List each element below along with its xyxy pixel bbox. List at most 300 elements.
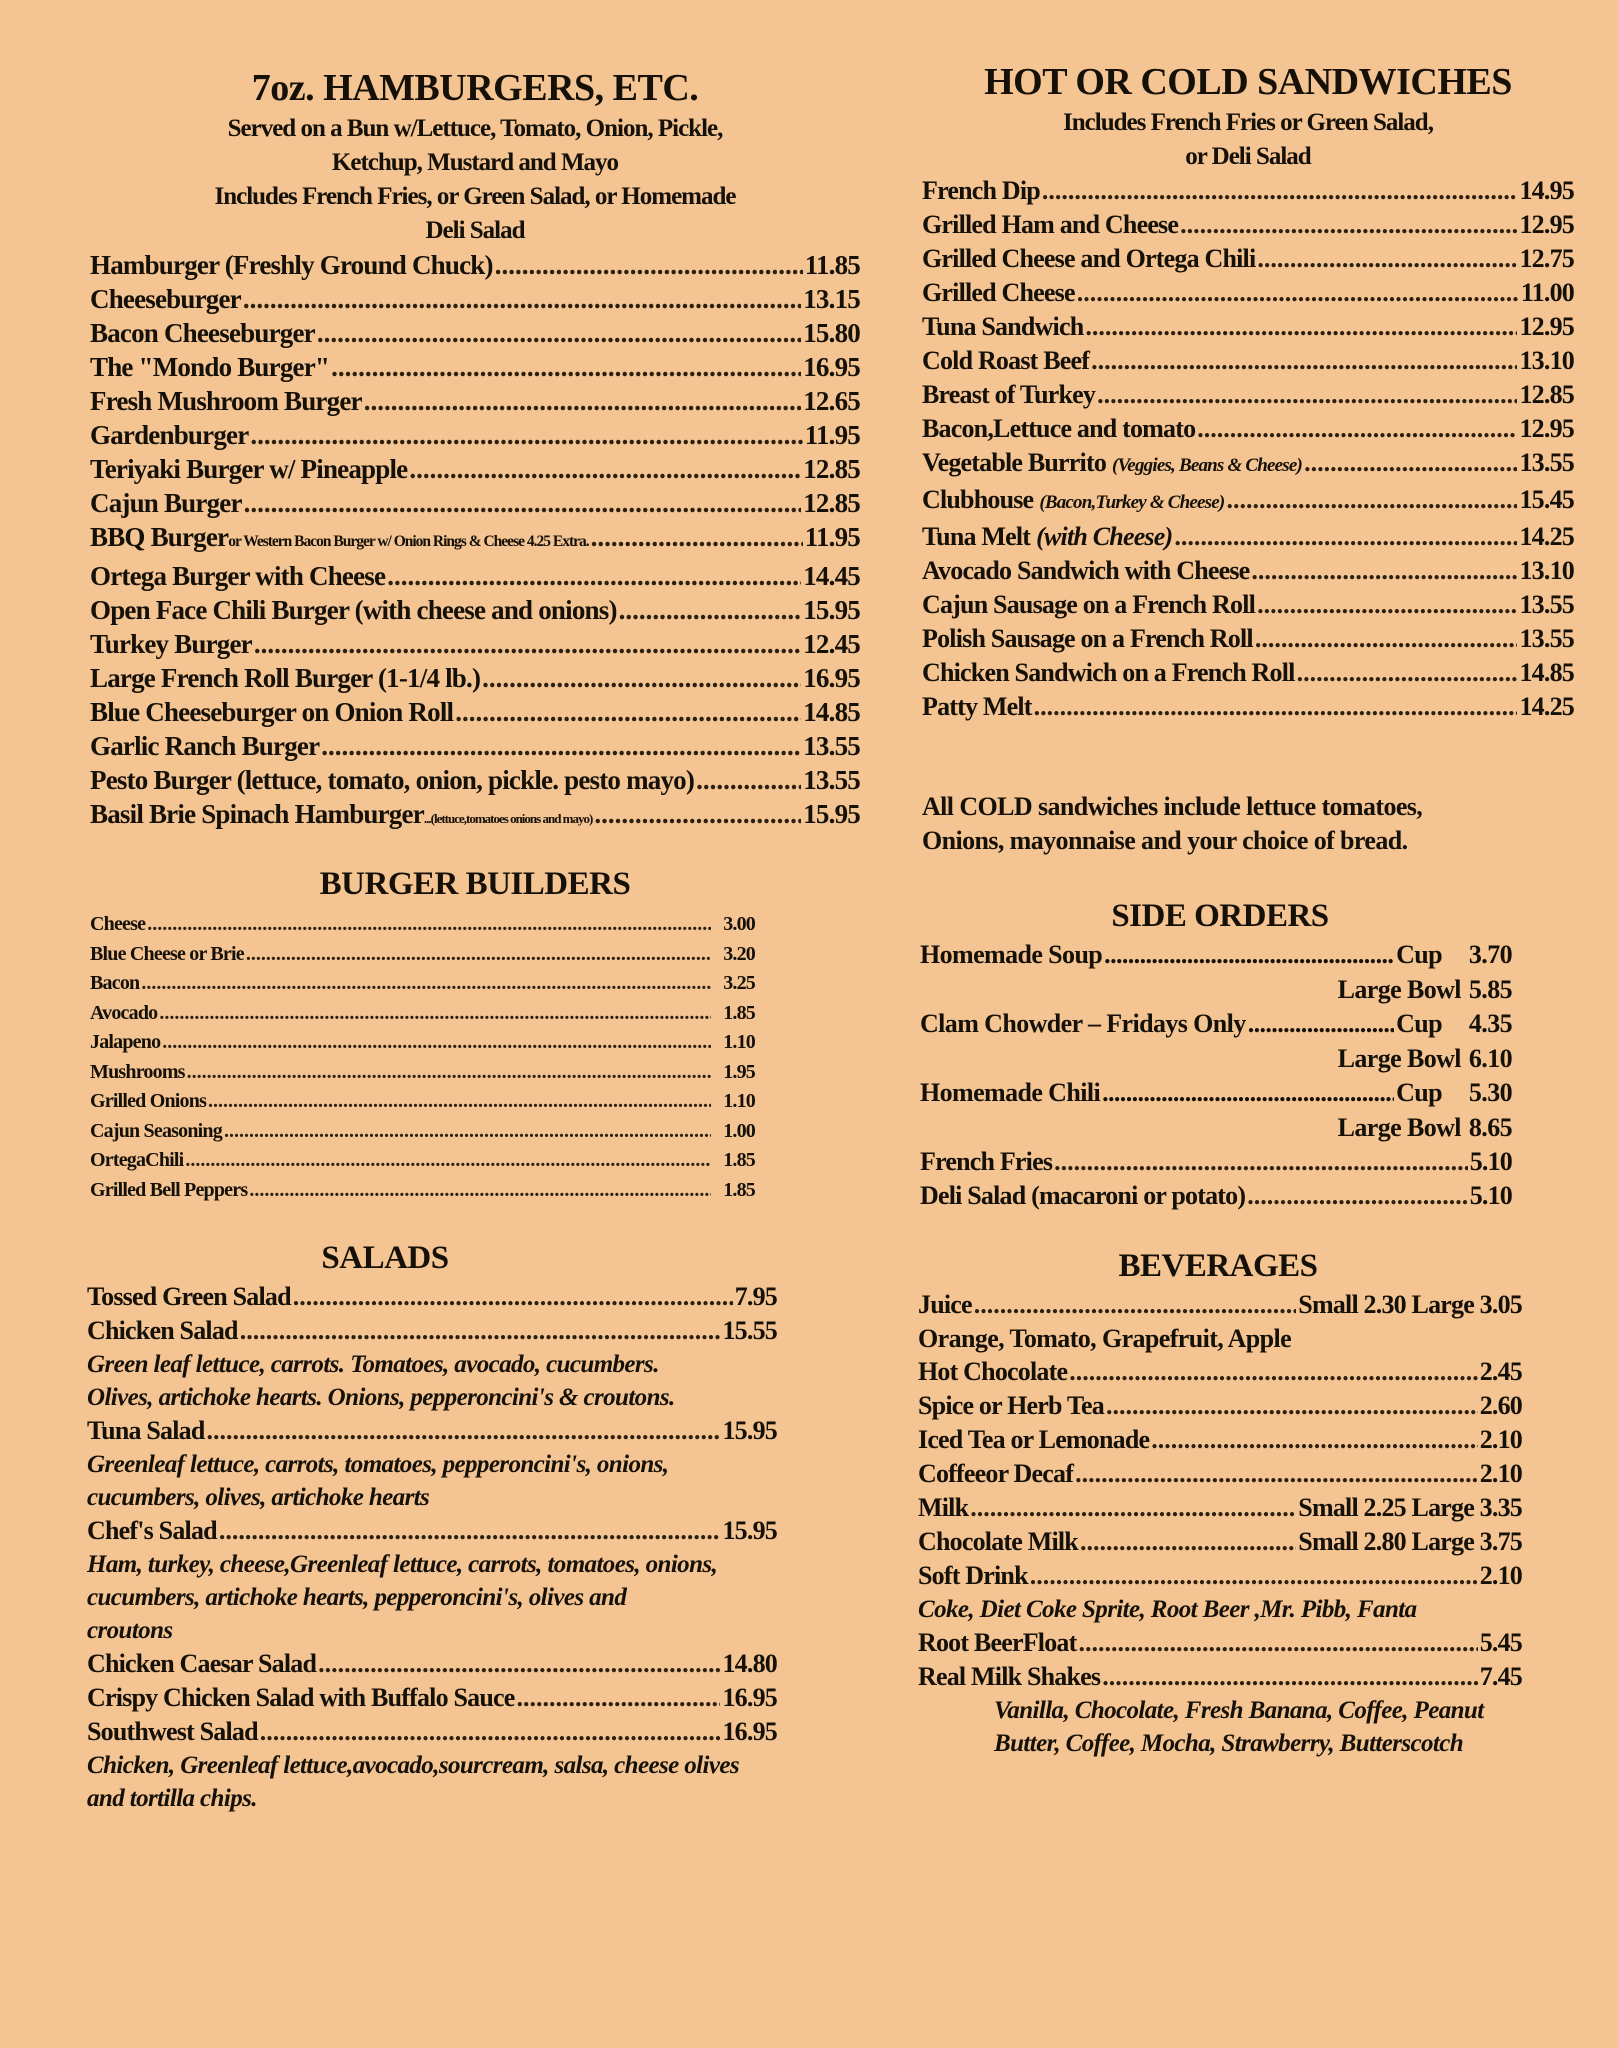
bowl-line — [920, 973, 1512, 1008]
menu-item — [922, 208, 1574, 242]
menu-item — [90, 248, 860, 282]
item-price: 15.95 — [803, 798, 860, 829]
menu-item — [87, 1715, 777, 1749]
item-price: 16.95 — [803, 662, 860, 693]
sandwiches-subtitle — [922, 106, 1574, 174]
menu-item — [918, 1559, 1522, 1593]
item-price: 5.45 — [1479, 1628, 1522, 1658]
leader-dots — [243, 282, 801, 316]
item-description: Coke, Diet Coke Sprite, Root Beer ,Mr. Pibb, Fanta — [918, 1596, 1417, 1624]
item-name: Hamburger (Freshly Ground Chuck) — [90, 249, 493, 280]
leader-dots — [1075, 1457, 1478, 1491]
item-name: Chocolate Milk — [918, 1527, 1078, 1557]
item-note: (with Cheese) — [1036, 521, 1173, 551]
item-name: Chicken Salad — [87, 1316, 238, 1346]
item-name: Bacon Cheeseburger — [90, 317, 315, 348]
menu-item — [87, 1314, 777, 1348]
menu-item — [922, 412, 1574, 446]
menu-item — [918, 1525, 1522, 1559]
item-name: Gardenburger — [90, 419, 249, 450]
item-name: Fresh Mushroom Burger — [90, 385, 362, 416]
bowl-label: Large Bowl — [1337, 974, 1461, 1004]
menu-item — [87, 1280, 777, 1314]
item-name: Milk — [918, 1493, 969, 1523]
cup-price: 3.70 — [1468, 940, 1512, 970]
menu-item — [920, 1179, 1512, 1213]
leader-dots — [1197, 412, 1517, 446]
leader-dots — [1106, 1389, 1478, 1423]
subtitle-line: Includes French Fries or Green Salad, — [1063, 108, 1433, 136]
item-name: Large French Roll Burger (1-1/4 lb.) — [90, 662, 481, 693]
leader-dots — [409, 452, 801, 486]
item-price: 13.55 — [1519, 589, 1574, 619]
leader-dots — [1226, 483, 1517, 517]
leader-dots — [1248, 1007, 1394, 1042]
menu-item — [918, 1288, 1522, 1322]
menu-item — [918, 1457, 1522, 1491]
hamburgers-list — [90, 248, 860, 836]
item-name: French Fries — [920, 1147, 1053, 1177]
item-price: 14.25 — [1519, 691, 1574, 721]
leader-dots — [1077, 276, 1519, 310]
cup-label: Cup — [1396, 1009, 1442, 1039]
item-description: croutons — [87, 1617, 173, 1645]
leader-dots — [141, 969, 711, 999]
item-price: 2.45 — [1479, 1357, 1522, 1387]
item-price: 11.95 — [804, 521, 860, 552]
leader-dots — [246, 940, 711, 970]
item-name: Cajun Sausage on a French Roll — [922, 589, 1256, 619]
leader-dots — [495, 248, 803, 282]
item-description: Chicken, Greenleaf lettuce,avocado,sourcream, salsa, cheese olives — [87, 1752, 739, 1780]
item-description: cucumbers, olives, artichoke hearts — [87, 1484, 430, 1512]
item-price: 15.55 — [722, 1316, 777, 1346]
item-name: Pesto Burger (lettuce, tomato, onion, pickle. pesto mayo) — [90, 764, 695, 795]
item-name: Grilled Ham and Cheese — [922, 209, 1179, 239]
menu-item — [90, 797, 860, 836]
item-price: 16.95 — [722, 1683, 777, 1713]
item-note: ...(lettuce,tomatoes onions and mayo) — [423, 810, 593, 826]
item-price: 12.85 — [803, 453, 860, 484]
item-name: Blue Cheese or Brie — [90, 942, 244, 965]
menu-item — [922, 174, 1574, 208]
menu-item — [90, 1176, 755, 1206]
menu-item — [922, 378, 1574, 412]
item-price: 15.95 — [722, 1516, 777, 1546]
menu-item — [90, 418, 860, 452]
item-name: Iced Tea or Lemonade — [918, 1425, 1150, 1455]
item-price: 14.85 — [803, 696, 860, 727]
leader-dots — [1097, 378, 1517, 412]
menu-item — [918, 1389, 1522, 1423]
menu-item — [90, 452, 860, 486]
item-name: Hot Chocolate — [918, 1357, 1068, 1387]
item-price: 11.85 — [804, 249, 860, 280]
item-price: 2.60 — [1479, 1391, 1522, 1421]
menu-item — [90, 729, 860, 763]
leader-dots — [696, 763, 801, 797]
item-name: BBQ Burger — [90, 521, 229, 552]
cup-label: Cup — [1396, 940, 1442, 970]
item-price: Small 2.25 Large 3.35 — [1298, 1493, 1522, 1523]
item-name: Vegetable Burrito — [922, 447, 1107, 477]
item-name: Cold Roast Beef — [922, 345, 1090, 375]
menu-item — [90, 486, 860, 520]
item-price: 13.55 — [803, 764, 860, 795]
item-price: 7.95 — [734, 1282, 777, 1312]
leader-dots — [1297, 656, 1518, 690]
menu-item — [920, 1145, 1512, 1179]
leader-dots — [1085, 310, 1517, 344]
item-name: Jalapeno — [90, 1031, 161, 1054]
menu-item — [90, 559, 860, 593]
bowl-line — [920, 1042, 1512, 1077]
item-price: 11.00 — [1520, 277, 1574, 307]
leader-dots — [1069, 1355, 1478, 1389]
builders-section — [90, 866, 860, 1205]
sandwiches-list — [922, 174, 1574, 724]
leader-dots — [159, 999, 711, 1029]
item-price: 12.85 — [803, 487, 860, 518]
leader-dots — [1080, 1525, 1296, 1559]
leader-dots — [1180, 208, 1517, 242]
item-name: Breast of Turkey — [922, 379, 1096, 409]
menu-item — [922, 588, 1574, 622]
item-price: Small 2.30 Large 3.05 — [1298, 1290, 1522, 1320]
leader-dots — [318, 1647, 720, 1681]
leader-dots — [147, 910, 711, 940]
item-price: 1.85 — [723, 1001, 755, 1024]
leader-dots — [1042, 174, 1518, 208]
menu-item — [922, 242, 1574, 276]
item-price: 5.10 — [1469, 1147, 1512, 1177]
menu-item — [922, 310, 1574, 344]
leader-dots — [244, 486, 802, 520]
item-price: 15.45 — [1519, 484, 1574, 514]
item-description: cucumbers, artichoke hearts, pepperoncini's, olives and — [87, 1584, 627, 1612]
leader-dots — [364, 384, 802, 418]
item-price: 12.75 — [1519, 243, 1574, 273]
leader-dots — [207, 1414, 721, 1448]
item-price: 14.45 — [803, 560, 860, 591]
menu-item — [922, 690, 1574, 724]
item-price: 1.85 — [723, 1149, 755, 1172]
leader-dots — [208, 1087, 711, 1117]
menu-item — [90, 520, 860, 559]
menu-item — [90, 940, 755, 970]
item-name: Chicken Sandwich on a French Roll — [922, 657, 1295, 687]
leader-dots — [1257, 588, 1517, 622]
item-price: 1.95 — [723, 1060, 755, 1083]
item-name: Clam Chowder – Fridays Only — [920, 1009, 1246, 1039]
menu-item — [918, 1660, 1522, 1694]
menu-item — [87, 1414, 777, 1448]
leader-dots — [619, 593, 802, 627]
leader-dots — [387, 559, 801, 593]
menu-item — [90, 910, 755, 940]
item-price: 14.25 — [1519, 521, 1574, 551]
menu-item — [922, 656, 1574, 690]
item-name: Ortega Burger with Cheese — [90, 560, 386, 591]
leader-dots — [1151, 1423, 1477, 1457]
cold-sandwich-note — [922, 790, 1574, 858]
item-name: Tuna Salad — [87, 1416, 205, 1446]
note-line: Onions, mayonnaise and your choice of bread. — [922, 825, 1408, 855]
side-item — [920, 1007, 1512, 1042]
leader-dots — [516, 1681, 720, 1715]
subtitle-line: Deli Salad — [425, 216, 525, 244]
item-name: Mushrooms — [90, 1060, 185, 1083]
menu-item — [90, 350, 860, 384]
item-price: 2.10 — [1479, 1459, 1522, 1489]
cup-price: 4.35 — [1468, 1009, 1512, 1039]
sandwiches-title: HOT OR COLD SANDWICHES — [984, 61, 1512, 103]
sides-list — [920, 938, 1520, 1213]
item-price: 3.00 — [723, 913, 755, 936]
item-price: 3.20 — [723, 942, 755, 965]
leader-dots — [249, 1176, 711, 1206]
item-name: Turkey Burger — [90, 628, 252, 659]
item-name: Basil Brie Spinach Hamburger — [90, 798, 424, 829]
leader-dots — [455, 695, 801, 729]
subtitle-line: Served on a Bun w/Lettuce, Tomato, Onion, Pickle, — [227, 114, 723, 142]
hamburgers-title: 7oz. HAMBURGERS, ETC. — [251, 67, 699, 109]
item-price: 1.85 — [723, 1178, 755, 1201]
beverages-list — [918, 1288, 1522, 1760]
item-price: 14.85 — [1519, 657, 1574, 687]
bowl-label: Large Bowl — [1337, 1112, 1461, 1142]
item-price: 12.65 — [803, 385, 860, 416]
item-name: Cajun Seasoning — [90, 1119, 222, 1142]
item-price: 7.45 — [1479, 1662, 1522, 1692]
item-price: 13.10 — [1519, 345, 1574, 375]
item-name: Coffeeor Decaf — [918, 1459, 1074, 1489]
item-price: 2.10 — [1479, 1561, 1522, 1591]
item-price: Small 2.80 Large 3.75 — [1298, 1527, 1522, 1557]
menu-item — [87, 1514, 777, 1548]
leader-dots — [1247, 1179, 1467, 1213]
item-name: Tuna Sandwich — [922, 311, 1084, 341]
item-name: Teriyaki Burger w/ Pineapple — [90, 453, 408, 484]
menu-item — [90, 593, 860, 627]
menu-item — [922, 520, 1574, 554]
item-price: 13.55 — [1519, 447, 1574, 477]
builders-list — [90, 910, 755, 1205]
item-price: 12.95 — [1519, 413, 1574, 443]
menu-item — [90, 1028, 755, 1058]
item-name: Southwest Salad — [87, 1717, 258, 1747]
item-name: Cajun Burger — [90, 487, 242, 518]
leader-dots — [1102, 1076, 1394, 1111]
item-price: 16.95 — [722, 1717, 777, 1747]
menu-item — [87, 1647, 777, 1681]
item-price: 15.95 — [803, 594, 860, 625]
item-name: Grilled Cheese — [922, 277, 1075, 307]
item-description: Orange, Tomato, Grapefruit, Apple — [918, 1324, 1292, 1354]
item-price: 12.95 — [1519, 209, 1574, 239]
subtitle-line: Ketchup, Mustard and Mayo — [331, 148, 619, 176]
menu-item — [90, 384, 860, 418]
leader-dots — [970, 1491, 1296, 1525]
item-price: 15.95 — [722, 1416, 777, 1446]
item-price: 13.15 — [803, 283, 860, 314]
item-description: and tortilla chips. — [87, 1785, 257, 1813]
leader-dots — [185, 1146, 711, 1176]
item-name: Spice or Herb Tea — [918, 1391, 1104, 1421]
item-name: Homemade Chili — [920, 1078, 1101, 1108]
item-price: 14.80 — [722, 1649, 777, 1679]
leader-dots — [1104, 938, 1394, 973]
leader-dots — [250, 418, 802, 452]
item-name: OrtegaChili — [90, 1149, 184, 1172]
side-item — [920, 938, 1512, 973]
item-description: Greenleaf lettuce, carrots, tomatoes, pepperoncini's, onions, — [87, 1451, 669, 1479]
item-description: Green leaf lettuce, carrots. Tomatoes, avocado, cucumbers. — [87, 1351, 659, 1379]
item-name: Homemade Soup — [920, 940, 1103, 970]
leader-dots — [1030, 1559, 1478, 1593]
menu-item — [90, 999, 755, 1029]
item-note: (Bacon,Turkey & Cheese) — [1039, 491, 1225, 513]
item-description: Butter, Coffee, Mocha, Strawberry, Butterscotch — [994, 1730, 1464, 1758]
item-name: French Dip — [922, 175, 1040, 205]
sides-title: SIDE ORDERS — [1111, 898, 1329, 934]
menu-item — [922, 446, 1574, 483]
salads-list — [87, 1280, 887, 1815]
item-name: Avocado — [90, 1001, 158, 1024]
item-name: Crispy Chicken Salad with Buffalo Sauce — [87, 1683, 515, 1713]
cup-label: Cup — [1396, 1078, 1442, 1108]
item-name: Cheese — [90, 913, 146, 936]
item-price: 15.80 — [803, 317, 860, 348]
item-name: Root BeerFloat — [918, 1628, 1077, 1658]
item-name: Polish Sausage on a French Roll — [922, 623, 1253, 653]
item-price: 1.10 — [723, 1031, 755, 1054]
leader-dots — [293, 1280, 733, 1314]
item-price: 1.10 — [723, 1090, 755, 1113]
menu-item — [922, 622, 1574, 656]
item-name: Cheeseburger — [90, 283, 241, 314]
leader-dots — [1054, 1145, 1468, 1179]
sandwiches-section — [922, 62, 1574, 858]
item-price: 13.55 — [1519, 623, 1574, 653]
leader-dots — [162, 1028, 711, 1058]
item-name: The "Mondo Burger" — [90, 351, 330, 382]
item-name: Grilled Onions — [90, 1090, 207, 1113]
subtitle-line: or Deli Salad — [1185, 142, 1311, 170]
menu-item — [918, 1355, 1522, 1389]
salads-section — [87, 1240, 887, 1815]
item-name: Tuna Melt — [922, 521, 1031, 551]
item-price: 13.10 — [1519, 555, 1574, 585]
leader-dots — [1174, 520, 1517, 554]
builders-title: BURGER BUILDERS — [319, 866, 631, 902]
leader-dots — [1257, 242, 1517, 276]
sides-section — [920, 898, 1520, 1213]
item-name: Grilled Bell Peppers — [90, 1178, 248, 1201]
menu-item — [90, 1117, 755, 1147]
leader-dots — [187, 1058, 711, 1088]
menu-item — [87, 1681, 777, 1715]
item-name: Chef's Salad — [87, 1516, 217, 1546]
beverages-title: BEVERAGES — [1118, 1248, 1318, 1284]
item-price: 5.10 — [1469, 1181, 1512, 1211]
item-name: Open Face Chili Burger (with cheese and onions) — [90, 594, 617, 625]
cup-price: 5.30 — [1468, 1078, 1512, 1108]
item-price: 12.95 — [1519, 311, 1574, 341]
item-name: Soft Drink — [918, 1561, 1028, 1591]
menu-item — [922, 344, 1574, 378]
bowl-label: Large Bowl — [1337, 1043, 1461, 1073]
item-price: 3.25 — [723, 972, 755, 995]
bowl-price: 8.65 — [1468, 1112, 1512, 1142]
bowl-line — [920, 1111, 1512, 1146]
item-name: Chicken Caesar Salad — [87, 1649, 317, 1679]
leader-dots — [1034, 690, 1518, 724]
item-price: 2.10 — [1479, 1425, 1522, 1455]
menu-item — [922, 554, 1574, 588]
salads-title: SALADS — [321, 1240, 449, 1276]
item-name: Garlic Ranch Burger — [90, 730, 320, 761]
item-name: Bacon — [90, 972, 140, 995]
leader-dots — [317, 316, 801, 350]
leader-dots — [219, 1514, 721, 1548]
item-name: Grilled Cheese and Ortega Chili — [922, 243, 1256, 273]
leader-dots — [321, 729, 801, 763]
item-note: (Veggies, Beans & Cheese) — [1112, 454, 1303, 476]
leader-dots — [240, 1314, 721, 1348]
menu-item — [90, 763, 860, 797]
leader-dots — [224, 1117, 711, 1147]
leader-dots — [1102, 1660, 1477, 1694]
leader-dots — [594, 797, 801, 831]
item-name: Juice — [918, 1290, 972, 1320]
hamburgers-section — [90, 68, 860, 836]
menu-item — [90, 627, 860, 661]
item-name: Deli Salad (macaroni or potato) — [920, 1181, 1246, 1211]
item-name: Patty Melt — [922, 691, 1032, 721]
leader-dots — [1091, 344, 1517, 378]
menu-item — [918, 1423, 1522, 1457]
item-price: 1.00 — [723, 1119, 755, 1142]
leader-dots — [1251, 554, 1517, 588]
item-price: 16.95 — [803, 351, 860, 382]
item-price: 14.95 — [1519, 175, 1574, 205]
item-name: Real Milk Shakes — [918, 1662, 1101, 1692]
leader-dots — [591, 520, 803, 554]
leader-dots — [254, 627, 801, 661]
menu-item — [90, 282, 860, 316]
menu-item — [918, 1626, 1522, 1660]
menu-item — [918, 1491, 1522, 1525]
item-description: Ham, turkey, cheese,Greenleaf lettuce, carrots, tomatoes, onions, — [87, 1551, 718, 1579]
note-line: All COLD sandwiches include lettuce tomatoes, — [922, 791, 1423, 821]
item-name: Avocado Sandwich with Cheese — [922, 555, 1250, 585]
leader-dots — [1304, 446, 1517, 480]
menu-item — [922, 483, 1574, 520]
menu-item — [90, 1146, 755, 1176]
menu-item — [90, 661, 860, 695]
item-price: 13.55 — [803, 730, 860, 761]
menu-item — [90, 969, 755, 999]
menu-item — [90, 1058, 755, 1088]
subtitle-line: Includes French Fries, or Green Salad, or Homemade — [214, 182, 736, 210]
item-name: Bacon,Lettuce and tomato — [922, 413, 1196, 443]
item-price: 12.45 — [803, 628, 860, 659]
leader-dots — [974, 1288, 1297, 1322]
hamburgers-subtitle — [90, 112, 860, 248]
side-item — [920, 1076, 1512, 1111]
leader-dots — [482, 661, 801, 695]
